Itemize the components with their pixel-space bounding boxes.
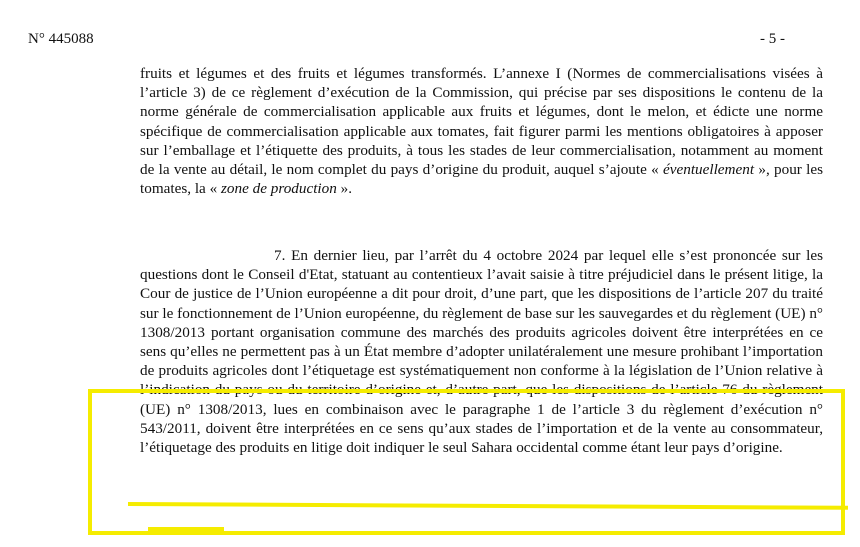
case-number: N° 445088 — [28, 31, 94, 47]
paragraph-1-text-a: fruits et légumes et des fruits et légumes transformés. L’annexe I (Normes de commercialisations visées à l’article 3) de ce règlement d’exécution de la Commission, qui précise par ses dispositions le contenu de la norme générale de commercialisation applicable aux fruits et légumes, dont le melon, et édicte une norme spécifique de commercialisation applicable aux tomates, fait figurer parmi les mentions obligatoires à apposer sur l’emballage et l’étiquette des produits, à tous les stades de leur commercialisation, notamment au moment de la vente au détail, le nom complet du pays d’origine du produit, auquel s’ajoute « — [140, 65, 823, 179]
paragraph-marketing-standards — [140, 64, 823, 198]
highlight-underline-origin — [148, 527, 224, 531]
paragraph-1-text-b: », pour les tomates, la « — [140, 161, 823, 198]
emphasis-zone-de-production: zone de production — [220, 180, 337, 198]
page-number: - 5 - — [760, 31, 785, 47]
highlight-underline — [128, 502, 848, 510]
emphasis-eventuellement: éventuellement — [663, 161, 755, 179]
paragraph-1-text-c: ». — [336, 180, 353, 198]
paragraph-cjeu-ruling: 7. En dernier lieu, par l’arrêt du 4 octobre 2024 par lequel elle s’est prononcée sur les questions dont le Conseil d'Etat, statuant au contentieux l’avait saisie à titre préjudiciel dans le présent litige, la Cour de justice de l’Union européenne a dit pour droit, d’une part, que les dispositions de l’article 207 du traité sur le fonctionnement de l’Union européenne, du règlement de base sur les sauvegardes et du règlement (UE) n° 1308/2013 portant organisation commune des marchés des produits agricoles doivent être interprétées en ce sens qu’elles ne permettent pas à un État membre d’adopter unilatéralement une mesure prohibant l’importation de produits agricoles dont l’étiquetage est systématiquement non conforme à la législation de l’Union relative à l’indication du pays ou du territoire d’origine et, d’autre part, que les dispositions de l’article 76 du règlement (UE) n° 1308/2013, lues en combinaison avec le paragraphe 1 de l’article 3 du règlement d’exécution n° 543/2011, doivent être interprétées en ce sens qu’aux stades de l’importation et de la vente au consommateur, l’étiquetage des produits en litige doit indiquer le seul Sahara occidental comme étant leur pays d’origine. — [140, 247, 823, 457]
